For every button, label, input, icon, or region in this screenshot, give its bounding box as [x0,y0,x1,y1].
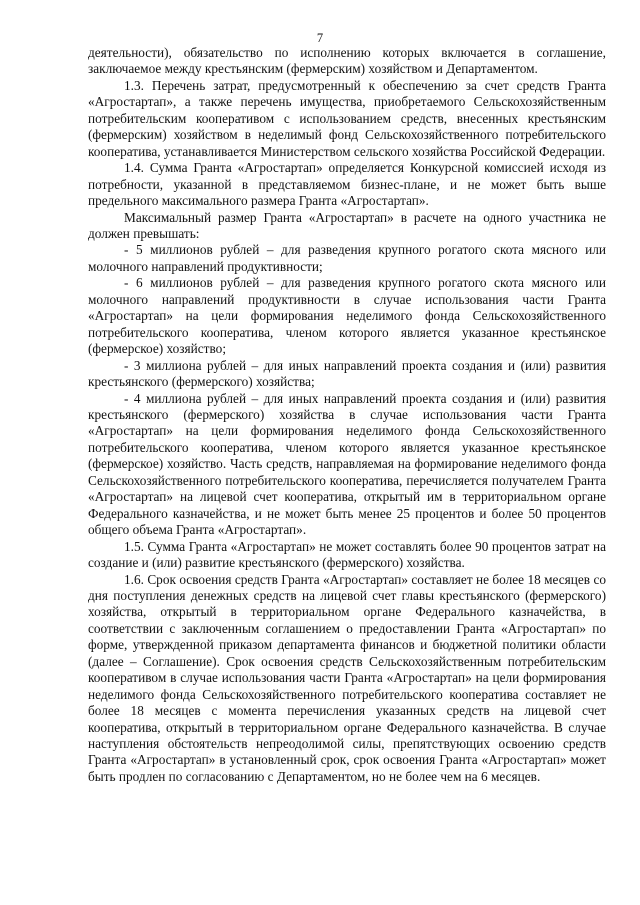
paragraph-1-6: 1.6. Срок освоения средств Гранта «Агростартап» составляет не более 18 месяцев со дня поступления денежных средств на лицевой счет главы крестьянского (фермерского) хозяйства, открытый в территориальном органе Федерального казначейства, в соответствии с заключенным соглашением о предоставлении Гранта «Агростартап» по форме, утвержденной приказом департамента финансов и бюджетной политики области (далее – Соглашение). Срок освоения средств Сельскохозяйственным потребительским кооперативом в случае использования части Гранта «Агростартап» на цели формирования неделимого фонда Сельскохозяйственного потребительского кооператива составляет не более 18 месяцев с момента перечисления указанных средств на лицевой счет кооператива, открытый в территориальном органе Федерального казначейства. В случае наступления обстоятельств непреодолимой силы, препятствующих освоению средств Гранта «Агростартап» в установленный срок, срок освоения Гранта «Агростартап» может быть продлен по согласованию с Департаментом, но не более чем на 6 месяцев. [88,571,606,784]
paragraph-max-size: Максимальный размер Гранта «Агростартап» в расчете на одного участника не должен превышать: [88,209,606,241]
list-item-4-million: - 4 миллиона рублей – для иных направлений проекта создания и (или) развития крестьянского (фермерского) хозяйства в случае использования части Гранта «Агростартап» на цели формирования неделимого фонда Сельскохозяйственного потребительского кооператива, членом которого является указанное крестьянское (фермерское) хозяйство. Часть средств, направляемая на формирование неделимого фонда Сельскохозяйственного потребительского кооператива, перечисляется получателем Гранта «Агростартап» на лицевой счет кооператива, открытый им в территориальном органе Федерального казначейства, и не может быть менее 25 процентов и более 50 процентов общего объема Гранта «Агростартап». [88,390,606,538]
paragraph-1-4: 1.4. Сумма Гранта «Агростартап» определяется Конкурсной комиссией исходя из потребности, указанной в представляемом бизнес-плане, и не может быть выше предельного максимального размера Гранта «Агростартап». [88,160,606,209]
list-item-5-million: - 5 миллионов рублей – для разведения крупного рогатого скота мясного или молочного направлений продуктивности; [88,242,606,274]
document-body [88,45,606,785]
paragraph-1-5: 1.5. Сумма Гранта «Агростартап» не может составлять более 90 процентов затрат на создание и (или) развитие крестьянского (фермерского) хозяйства. [88,538,606,571]
paragraph-1-3: 1.3. Перечень затрат, предусмотренный к обеспечению за счет средств Гранта «Агростартап», а также перечень имущества, приобретаемого Сельскохозяйственным потребительским кооперативом с использованием средств, внесенных крестьянским (фермерским) хозяйством в неделимый фонд Сельскохозяйственного потребительского кооператива, устанавливается Министерством сельского хозяйства Российской Федерации. [88,77,606,159]
list-item-6-million: - 6 миллионов рублей – для разведения крупного рогатого скота мясного или молочного направлений продуктивности в случае использования части Гранта «Агростартап» на цели формирования неделимого фонда Сельскохозяйственного потребительского кооператива, членом которого является указанное крестьянское (фермерское) хозяйство; [88,275,606,357]
page-number: 7 [316,31,324,45]
paragraph-continuation: деятельности), обязательство по исполнению которых включается в соглашение, заключаемое между крестьянским (фермерским) хозяйством и Департаментом. [88,45,606,77]
list-item-3-million: - 3 миллиона рублей – для иных направлений проекта создания и (или) развития крестьянского (фермерского) хозяйства; [88,357,606,390]
